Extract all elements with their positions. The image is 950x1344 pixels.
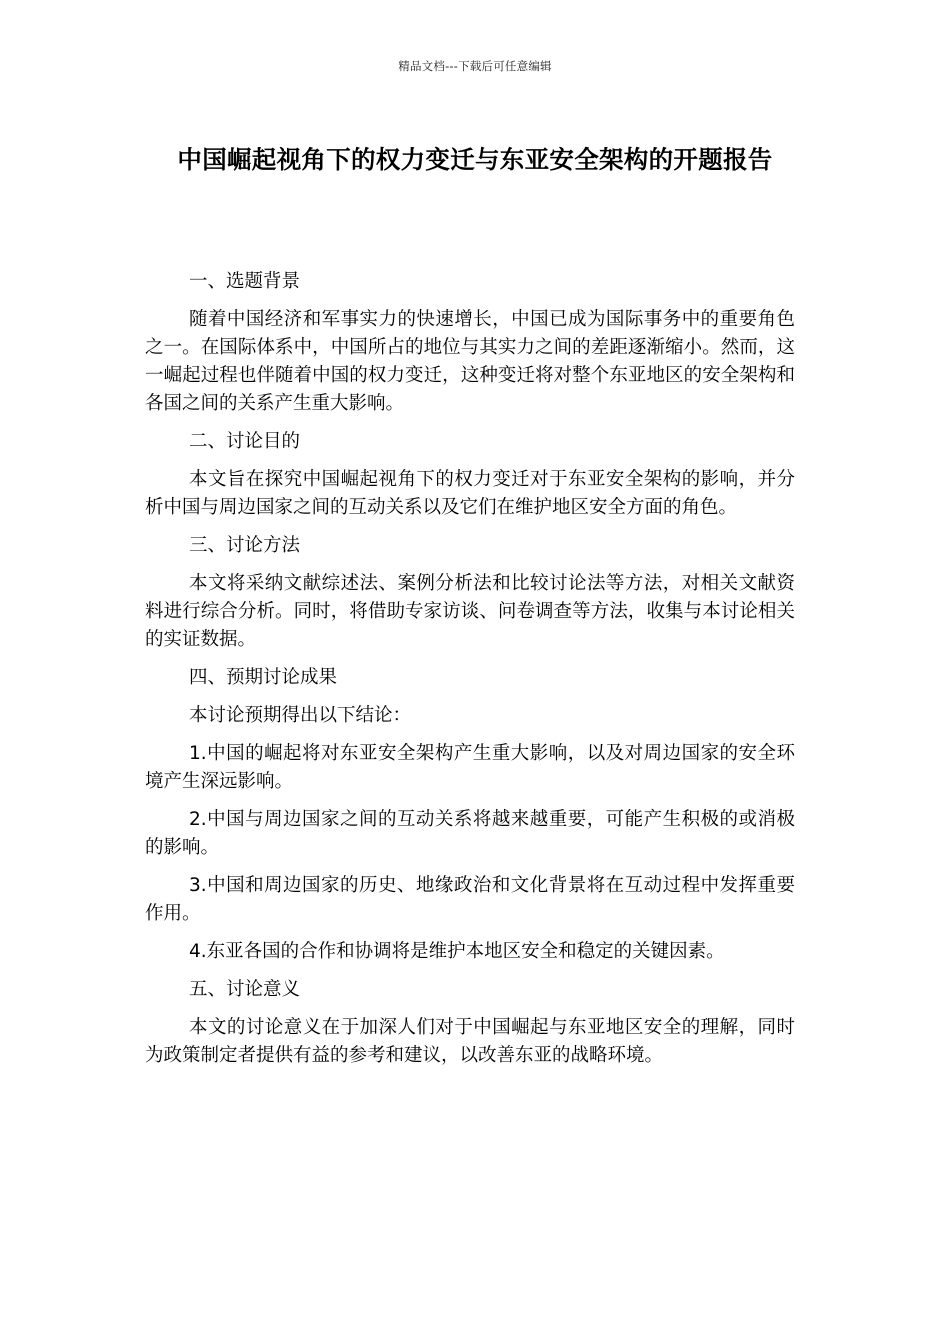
list-item-result-3: 3.中国和周边国家的历史、地缘政治和文化背景将在互动过程中发挥重要作用。	[145, 875, 795, 924]
paragraph-significance: 本文的讨论意义在于加深人们对于中国崛起与东亚地区安全的理解，同时为政策制定者提供有益的参考和建议，以改善东亚的战略环境。	[145, 1017, 795, 1066]
paragraph-background: 随着中国经济和军事实力的快速增长，中国已成为国际事务中的重要角色之一。在国际体系中，中国所占的地位与其实力之间的差距逐渐缩小。然而，这一崛起过程也伴随着中国的权力变迁，这种变迁将对整个东亚地区的安全架构和各国之间的关系产生重大影响。	[145, 309, 795, 414]
section-heading-purpose: 二、讨论目的	[189, 431, 301, 452]
paragraph-method: 本文将采纳文献综述法、案例分析法和比较讨论法等方法，对相关文献资料进行综合分析。同时，将借助专家访谈、问卷调查等方法，收集与本讨论相关的实证数据。	[145, 573, 795, 650]
paragraph-results-intro: 本讨论预期得出以下结论：	[189, 705, 412, 726]
header-note: 精品文档---下载后可任意编辑	[398, 59, 552, 73]
paragraph-purpose: 本文旨在探究中国崛起视角下的权力变迁对于东亚安全架构的影响，并分析中国与周边国家之间的互动关系以及它们在维护地区安全方面的角色。	[145, 469, 795, 518]
document-body	[145, 268, 795, 1080]
section-heading-expected-results: 四、预期讨论成果	[189, 667, 338, 688]
section-heading-significance: 五、讨论意义	[189, 979, 301, 1000]
document-title: 中国崛起视角下的权力变迁与东亚安全架构的开题报告	[177, 145, 773, 174]
list-item-result-2: 2.中国与周边国家之间的互动关系将越来越重要，可能产生积极的或消极的影响。	[145, 809, 795, 858]
section-heading-method: 三、讨论方法	[189, 535, 301, 556]
section-heading-background: 一、选题背景	[189, 271, 301, 292]
list-item-result-4: 4.东亚各国的合作和协调将是维护本地区安全和稳定的关键因素。	[189, 941, 725, 962]
list-item-result-1: 1.中国的崛起将对东亚安全架构产生重大影响，以及对周边国家的安全环境产生深远影响。	[145, 743, 795, 792]
